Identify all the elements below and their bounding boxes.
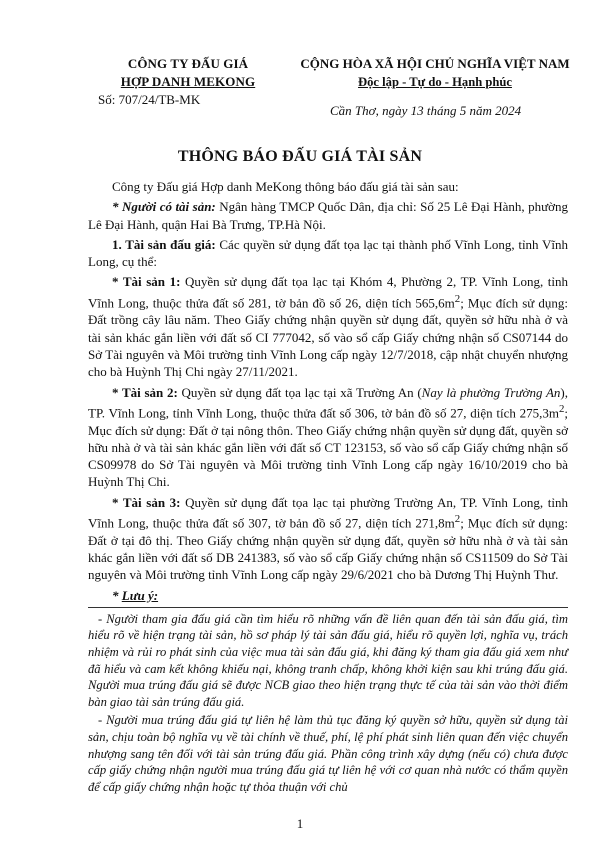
asset1-text-a: Quyền sử dụng đất tọa lạc tại Khóm 4, Phường 2, TP. Vĩnh Long, tỉnh Vĩnh Long, thuộc thửa đất số 281, tờ bản đồ số 26, diện tích 565,6m <box>88 274 569 311</box>
asset3-label: * Tài sản 3: <box>112 494 181 510</box>
asset2-text-b: ), TP. Vĩnh Long, tỉnh Vĩnh Long, thuộc thửa đất số 306, tờ bản đồ số 27, diện tích 275,3m <box>88 384 569 421</box>
asset1-paragraph <box>88 273 568 380</box>
asset2-italic: Nay là phường Trường An <box>421 384 561 400</box>
note-label: Lưu ý: <box>121 587 159 603</box>
document-date: Cần Thơ, ngày 13 tháng 5 năm 2024 <box>330 103 522 118</box>
document-number: Số: 707/24/TB-MK <box>98 92 201 107</box>
owner-text: Ngân hàng TMCP Quốc Dân, địa chỉ: Số 25 Lê Đại Hành, phường Lê Đại Hành, quận Hai Bà Trưng, TP.Hà Nội. <box>88 199 568 232</box>
intro-paragraph <box>88 178 568 195</box>
asset2-text-c: ; Mục đích sử dụng: Đất ở tại nông thôn. Theo Giấy chứng nhận quyền sử dụng đất, quyền sở hữu nhà ở và tài sản khác gắn liền với đất số CT 123153, số vào sổ cấp Giấy chứng nhận số CS09978 do Sở Tài nguyên và Môi trường tỉnh Vĩnh Long cấp ngày 16/10/2019 cho bà Huỳnh Thị Chi. <box>88 405 568 490</box>
organization-header <box>88 55 288 109</box>
document-title: THÔNG BÁO ĐẤU GIÁ TÀI SẢN <box>177 148 423 165</box>
owner-label: * Người có tài sản: <box>112 199 216 215</box>
asset2-label: * Tài sản 2: <box>112 384 178 400</box>
asset3-text-a: Quyền sử dụng đất tọa lạc tại phường Trường An, TP. Vĩnh Long, tỉnh Vĩnh Long, thuộc thửa đất số 307, tờ bản đồ số 27, diện tích 271,8m <box>88 494 568 531</box>
asset2-sup: 2 <box>558 402 565 415</box>
note-heading <box>88 587 568 604</box>
asset3-sup: 2 <box>454 513 461 525</box>
intro-text: Công ty Đấu giá Hợp danh MeKong thông báo đấu giá tài sản sau: <box>112 179 459 194</box>
org-name-line2: HỢP DANH MEKONG <box>120 74 256 89</box>
section1-paragraph <box>88 236 568 271</box>
note-paragraph-2: - Người mua trúng đấu giá tự liên hệ làm thủ tục đăng ký quyền sở hữu, quyền sử dụng tài sản, chịu toàn bộ nghĩa vụ về tài chính về thuế, phí, lệ phí phát sinh liên quan đến việc chuyển nhượng sang tên đối với tài sản trúng đấu giá. Phần công trình xây dựng (nếu có) chưa được cấp giấy chứng nhận người mua trúng đấu giá tự liên hệ với cơ quan nhà nước có thẩm quyền để cấp giấy chứng nhận hoặc tự thỏa thuận với chủ <box>88 713 568 794</box>
asset1-sup: 2 <box>454 292 461 305</box>
org-name-line1: CÔNG TY ĐẤU GIÁ <box>127 56 249 71</box>
asset2-paragraph <box>88 384 568 491</box>
asset3-paragraph <box>88 494 568 584</box>
asset3-text-b: ; Mục đích sử dụng: Đất ở tại đô thị. Theo Giấy chứng nhận quyền sử dụng đất, quyền sở hữu nhà ở và tài sản khác gắn liền với đất số DB 241383, số vào sổ cấp Giấy chứng nhận số CS11509 do Sở Tài nguyên và Môi trường tỉnh Vĩnh Long cấp ngày 29/6/2021 cho bà Dương Thị Huỳnh Thư. <box>88 515 568 583</box>
note-box <box>88 607 568 796</box>
note-star: * <box>112 587 122 603</box>
national-motto: Độc lập - Tự do - Hạnh phúc <box>358 75 512 89</box>
asset1-text-b: ; Mục đích sử dụng: Đất trồng cây lâu năm. Theo Giấy chứng nhận quyền sử dụng đất, quyền sở hữu nhà ở và tài sản khác gắn liền với đất số CI 777042, số vào sổ cấp Giấy chứng nhận số CS07144 do Sở Tài nguyên và Môi trường tỉnh Vĩnh Long cấp ngày 12/7/2018, cập nhật chuyển nhượng cho bà Huỳnh Thị Chi ngày 27/11/2021. <box>88 295 568 380</box>
note-paragraph-1: - Người tham gia đấu giá cần tìm hiểu rõ những vấn đề liên quan đến tài sản đấu giá, tìm hiểu rõ về hiện trạng tài sản, hồ sơ pháp lý tài sản đấu giá, hiểu rõ quyền lợi, nghĩa vụ, trách nhiệm và rủi ro phát sinh của việc mua tài sản đấu giá, khi đăng ký tham gia đấu giá xem như đã hiểu và cam kết không khiếu nại, không tranh chấp, không khởi kiện sau khi trúng đấu giá. Người mua trúng đấu giá sẽ được NCB giao theo hiện trạng thực tế của tài sản vào thời điểm bàn giao tài sản trúng đấu giá. <box>88 611 568 709</box>
owner-paragraph <box>88 198 568 233</box>
nation-title: CỘNG HÒA XÃ HỘI CHỦ NGHĨA VIỆT NAM <box>300 56 570 71</box>
section1-label: 1. Tài sản đấu giá: <box>112 236 216 252</box>
document-body <box>88 178 568 797</box>
page-number: 1 <box>296 816 304 831</box>
section1-text: Các quyền sử dụng đất tọa lạc tại thành phố Vĩnh Long, tỉnh Vĩnh Long, cụ thể: <box>88 236 568 270</box>
national-header <box>300 55 570 91</box>
asset1-label: * Tài sản 1: <box>112 274 181 290</box>
asset2-text-a: Quyền sử dụng đất tọa lạc tại xã Trường An ( <box>177 384 422 400</box>
